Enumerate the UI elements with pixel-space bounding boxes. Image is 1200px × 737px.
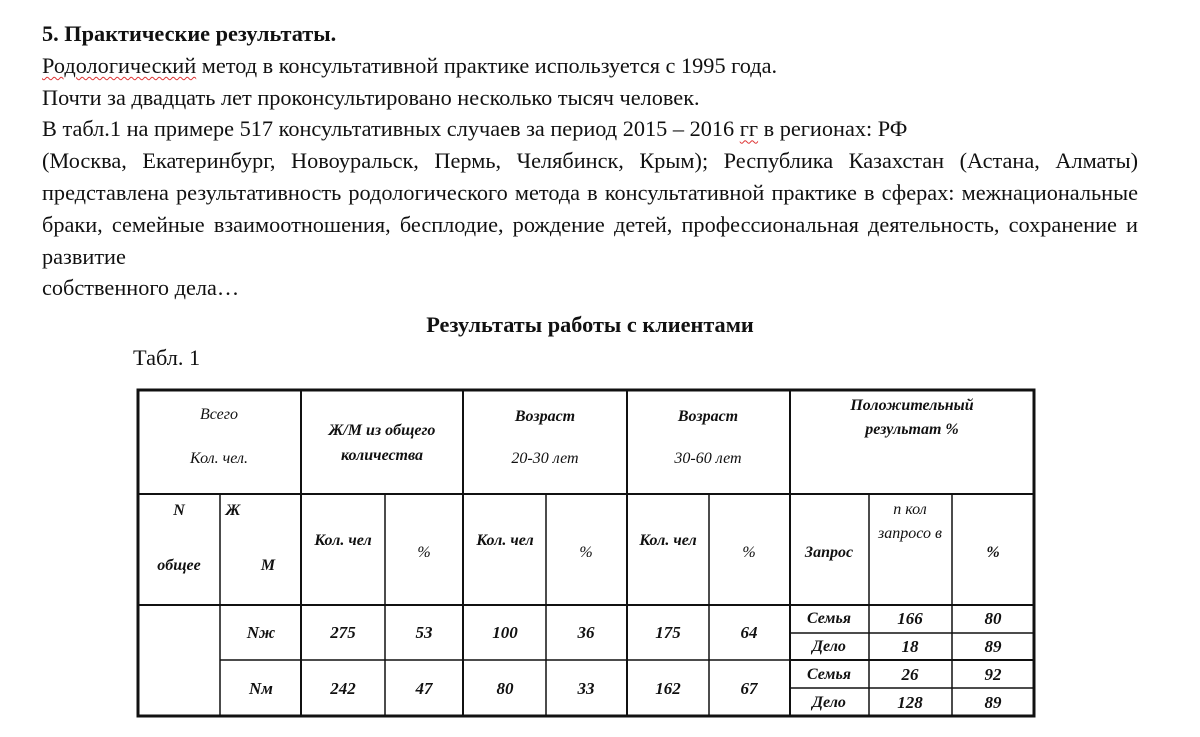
req-name-f1: Семья: [807, 610, 851, 627]
cell-a2-count-m: 162: [655, 679, 681, 698]
text-line-3-a: В табл.1 на примере 517 консультативных случаев за период 2015 – 2016: [42, 116, 740, 142]
header-age-1: Возраст: [514, 408, 576, 425]
header-age-1-sub: 20-30 лет: [511, 450, 579, 467]
cell-a2-pct-f: 64: [740, 623, 758, 642]
spellcheck-abbrev: гг: [739, 116, 759, 142]
table-caption: Результаты работы с клиентами: [426, 312, 754, 337]
req-pct-m1: 92: [984, 665, 1002, 684]
cell-a1-count-f: 100: [492, 623, 518, 642]
row-label-m: Nм: [249, 679, 273, 698]
sub-request: Запрос: [804, 544, 854, 561]
sub-n: N: [173, 502, 185, 519]
table-label: Табл. 1: [133, 345, 201, 370]
req-pct-m2: 89: [984, 693, 1002, 712]
cell-count-f: 275: [330, 623, 356, 642]
cell-count-m: 242: [330, 679, 356, 698]
text-line-3-b: в регионах: РФ: [758, 116, 908, 142]
sub-common: общее: [157, 557, 201, 574]
cell-a2-pct-m: 67: [740, 679, 758, 698]
cell-a1-pct-m: 33: [577, 679, 595, 698]
req-name-f2: Дело: [812, 638, 846, 655]
header-fm: Ж/М из общего количества: [328, 422, 436, 464]
sub-n-requests: n кол запросо в: [878, 501, 942, 542]
req-n-m1: 26: [901, 665, 919, 684]
paragraph-last-line: собственного дела…: [42, 275, 240, 301]
header-age-2-sub: 30-60 лет: [674, 450, 742, 467]
row-label-f: Nж: [246, 623, 276, 642]
req-n-m2: 128: [897, 693, 923, 712]
sub-pct-age2: %: [742, 544, 756, 561]
sub-count-age2: Кол. чел: [639, 532, 697, 549]
header-total-sub: Кол. чел.: [190, 450, 248, 467]
cell-a1-pct-f: 36: [577, 623, 595, 642]
cell-a1-count-m: 80: [496, 679, 514, 698]
sub-count-fm: Кол. чел: [314, 532, 372, 549]
sub-count-age1: Кол. чел: [476, 532, 534, 549]
spellcheck-word: Родологический: [42, 52, 197, 78]
req-name-m2: Дело: [812, 694, 846, 711]
req-pct-f1: 80: [984, 609, 1002, 628]
header-total: Всего: [199, 406, 239, 423]
cell-pct-m: 47: [415, 679, 433, 698]
req-pct-f2: 89: [984, 637, 1002, 656]
text-line-1-rest: метод в консультативной практике используется с 1995 года.: [196, 52, 778, 78]
sub-zh: Ж: [225, 502, 241, 519]
section-heading: 5. Практические результаты.: [42, 21, 337, 46]
sub-m: М: [260, 557, 276, 574]
sub-pct-fm: %: [417, 544, 431, 561]
req-n-f1: 166: [897, 609, 923, 628]
sub-pct-age1: %: [579, 544, 593, 561]
header-age-2: Возраст: [677, 408, 739, 425]
req-n-f2: 18: [901, 637, 919, 656]
req-name-m1: Семья: [807, 666, 851, 683]
paragraph-justified: (Москва, Екатеринбург, Новоуральск, Пермь, Челябинск, Крым); Республика Казахстан (Астана, Алматы) представлена результативность родологического метода в консультативной практике в сферах: межнациональные браки, семейные взаимоотношения, бесплодие, рождение детей, профессиональная деятельность, сохранение и развитие: [42, 148, 1138, 269]
cell-pct-f: 53: [415, 623, 433, 642]
text-line-2: Почти за двадцать лет проконсультировано несколько тысяч человек.: [42, 84, 700, 110]
header-positive: Положительный результат %: [850, 397, 974, 438]
cell-a2-count-f: 175: [655, 623, 681, 642]
sub-pct-positive: %: [986, 544, 1000, 561]
